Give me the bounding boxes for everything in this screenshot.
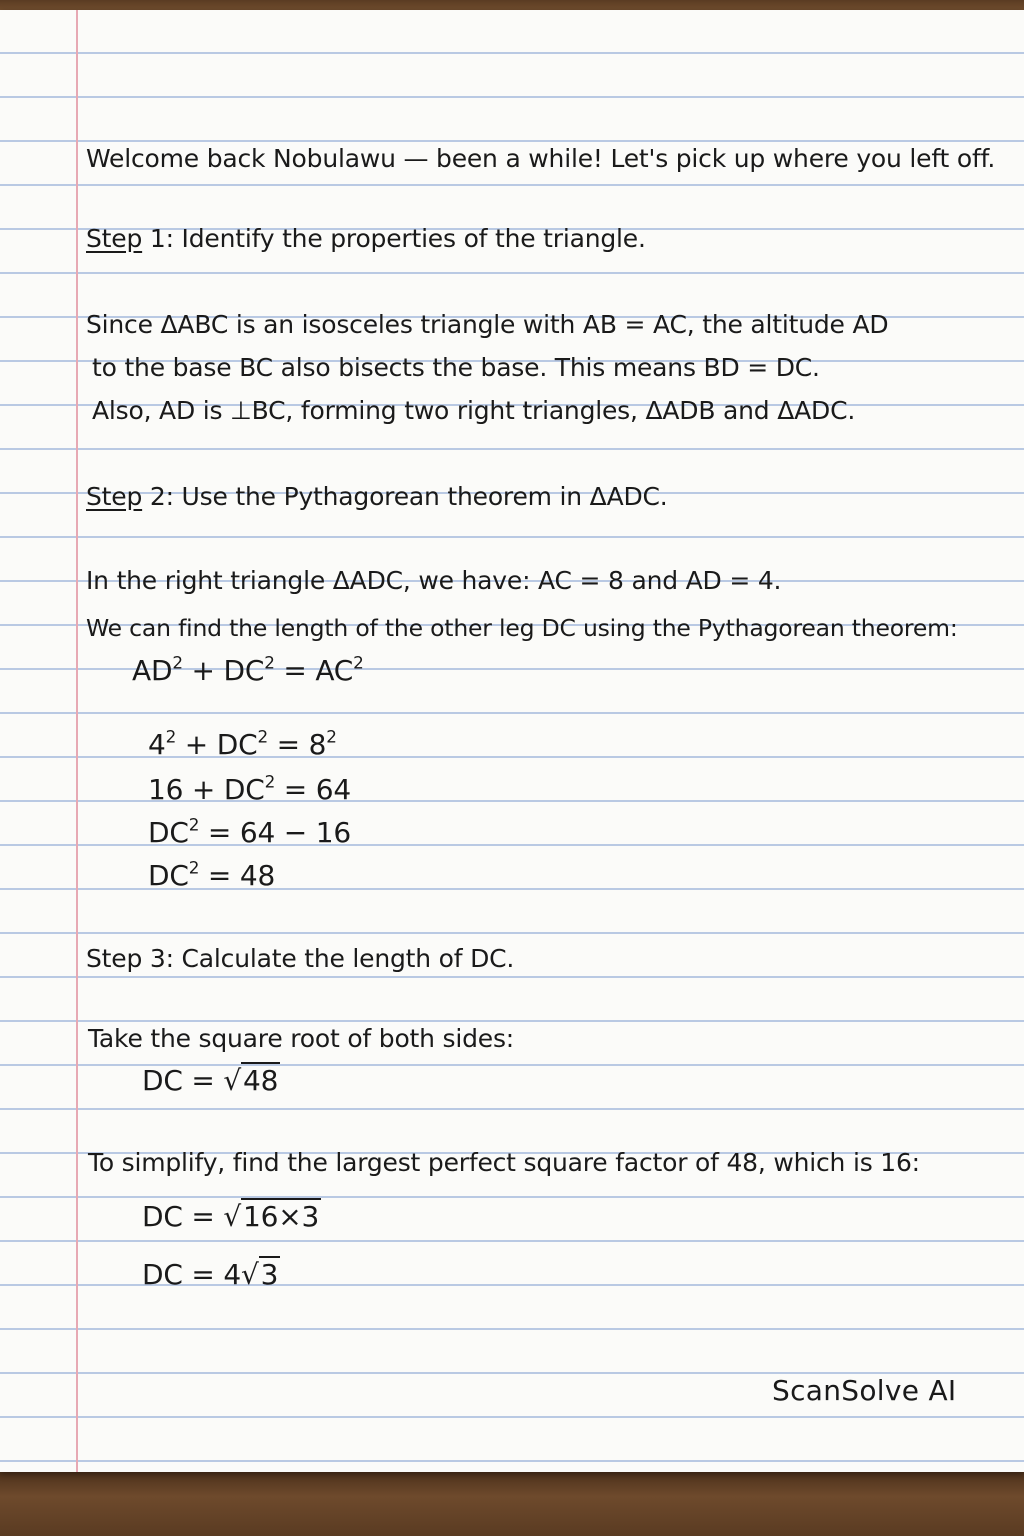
step2-line-1: In the right triangle ΔADC, we have: AC = 8 and AD = 4.	[86, 566, 782, 595]
equation-sqrt-48: DC = √48	[142, 1064, 279, 1097]
step1-heading	[86, 224, 646, 253]
desk-surface-bottom	[0, 1470, 1024, 1536]
margin-line	[76, 10, 78, 1472]
notebook-page	[0, 10, 1024, 1472]
step2-heading	[86, 482, 668, 511]
equation-sub-2: $16 + DC^2 = 64$	[148, 771, 351, 806]
step1-label: Step	[86, 224, 143, 253]
equation-sqrt-16x3: DC = √16×3	[142, 1200, 320, 1233]
equation-sub-1: $4^2 + DC^2 = 8^2$	[148, 726, 337, 761]
sqrt-icon: √3	[241, 1258, 279, 1291]
equation-formula: $AD^2 + DC^2 = AC^2$	[132, 652, 364, 687]
brand-signature: ScanSolve AI	[772, 1374, 957, 1407]
equation-sub-4: $DC^2 = 48$	[148, 857, 276, 892]
step1-line-2: to the base BC also bisects the base. This means BD = DC.	[92, 353, 820, 382]
step3-line-2: To simplify, find the largest perfect square factor of 48, which is 16:	[88, 1148, 920, 1177]
step1-line-3: Also, AD is ⊥BC, forming two right triangles, ΔADB and ΔADC.	[92, 396, 856, 425]
equation-final: DC = 4√3	[142, 1258, 279, 1291]
sqrt-icon: √16×3	[223, 1200, 320, 1233]
step3-line-1: Take the square root of both sides:	[88, 1024, 514, 1053]
step1-title: 1: Identify the properties of the triangle.	[142, 224, 646, 253]
step3-heading: Step 3: Calculate the length of DC.	[86, 944, 515, 973]
step1-line-1: Since ΔABC is an isosceles triangle with AB = AC, the altitude AD	[86, 310, 889, 339]
equation-sub-3: $DC^2 = 64 - 16$	[148, 814, 351, 849]
sqrt-icon: √48	[223, 1064, 279, 1097]
step2-label: Step	[86, 482, 143, 511]
greeting-text: Welcome back Nobulawu — been a while! Let's pick up where you left off.	[86, 144, 996, 173]
step2-line-2: We can find the length of the other leg DC using the Pythagorean theorem:	[86, 614, 958, 642]
step2-title: 2: Use the Pythagorean theorem in ΔADC.	[142, 482, 668, 511]
